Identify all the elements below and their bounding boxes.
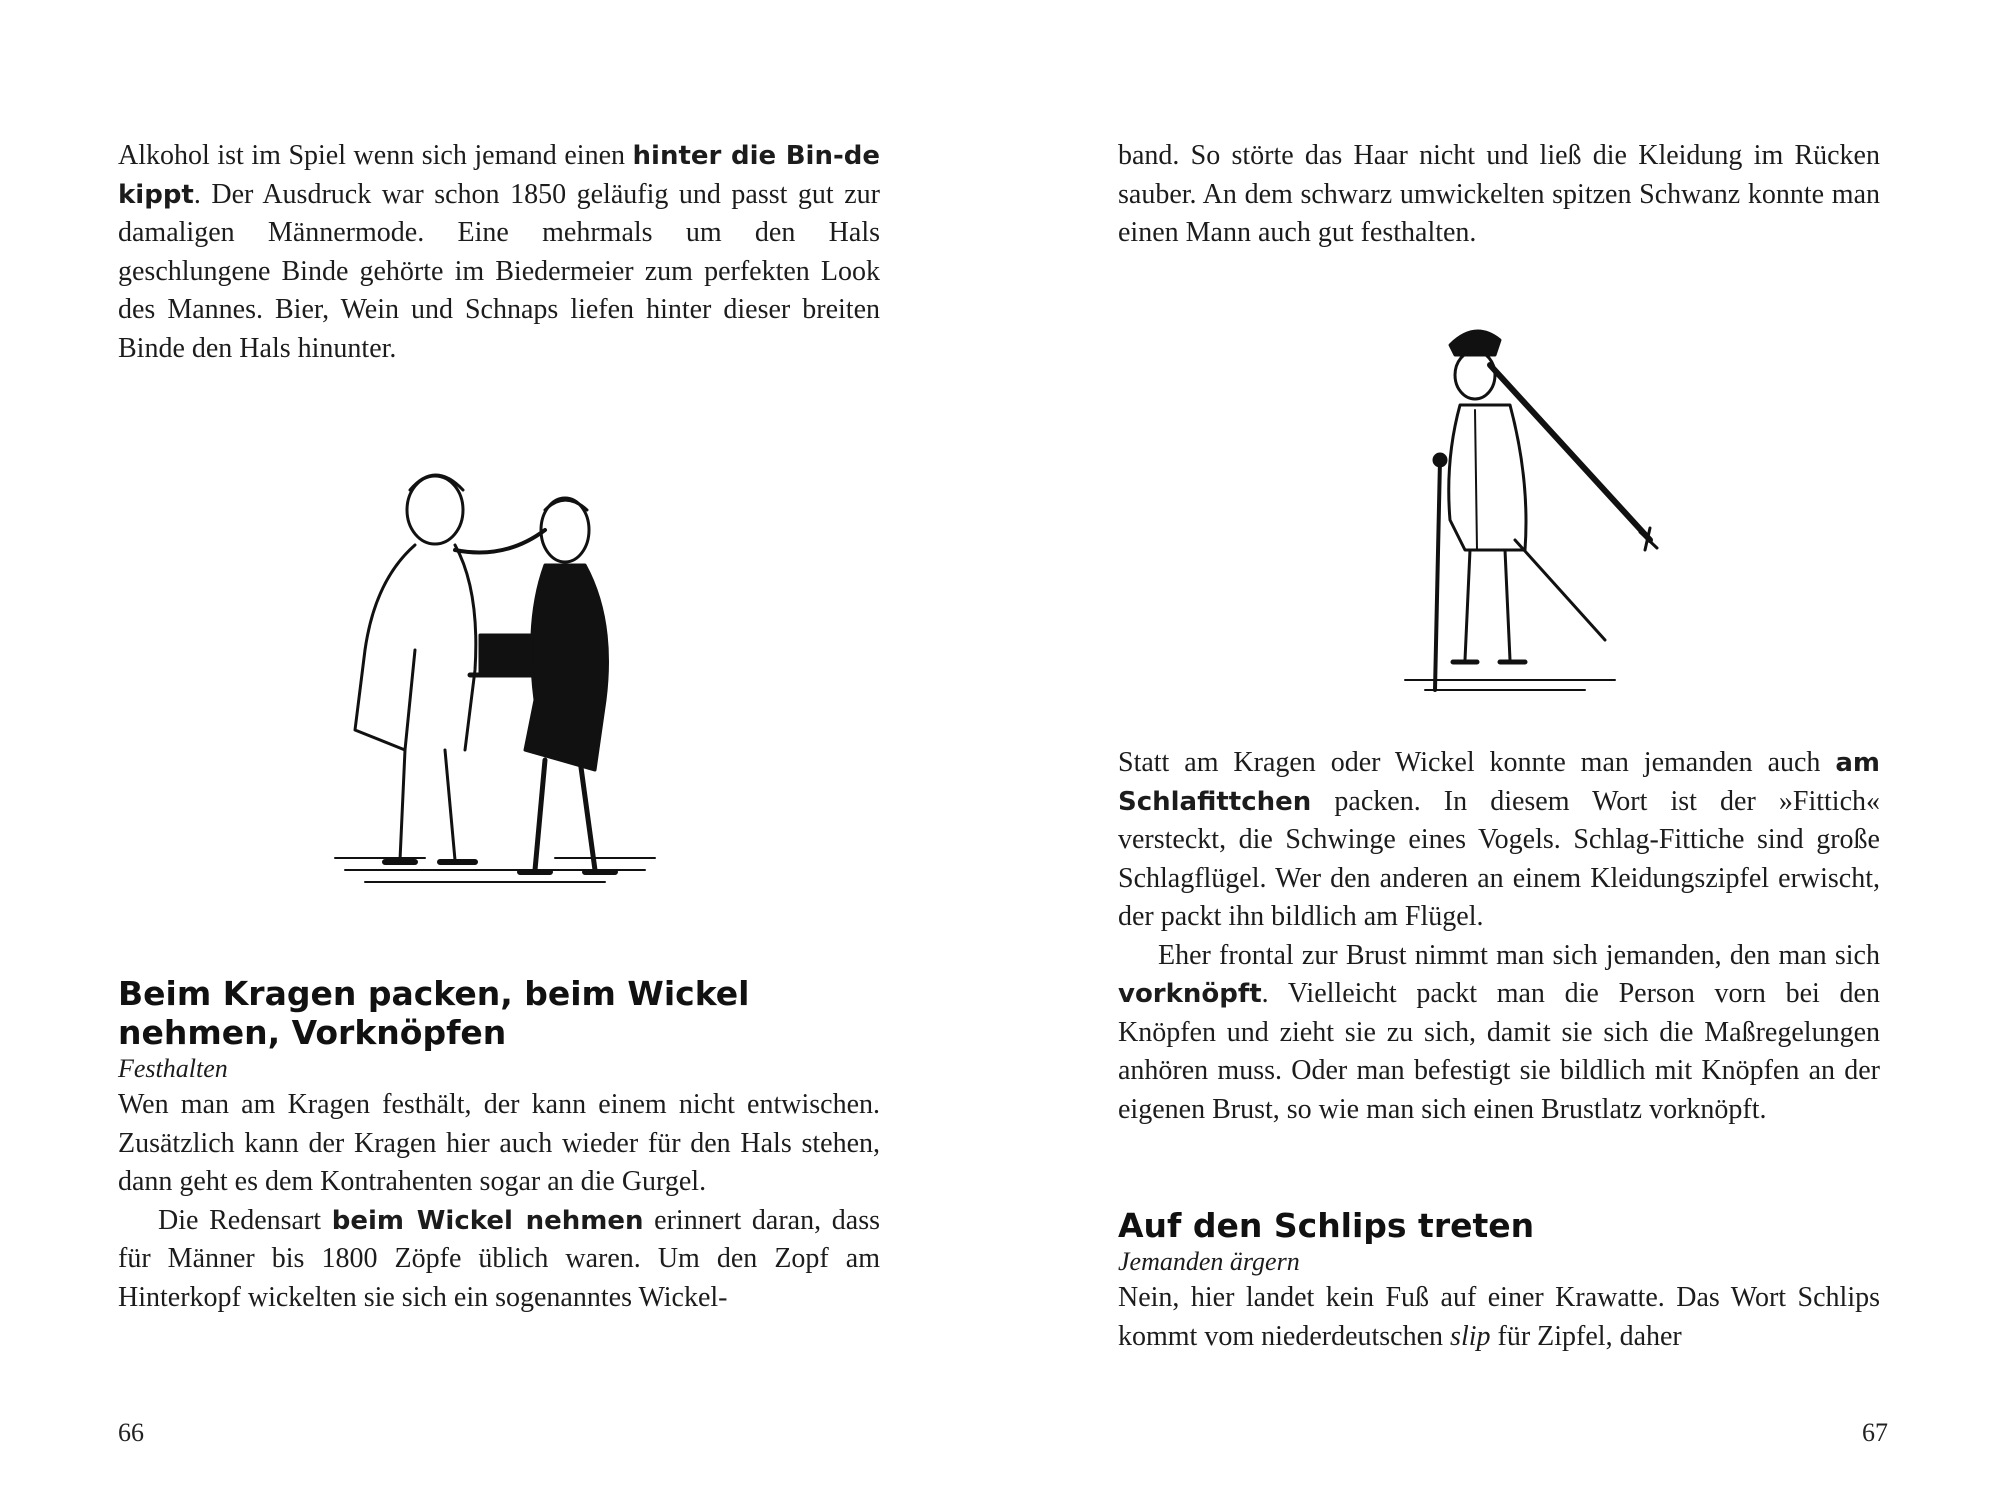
- section-subheading: Jemanden ärgern: [1118, 1247, 1300, 1276]
- bold-phrase: am Schlafittchen: [1118, 748, 1880, 817]
- left-section: [118, 974, 880, 1317]
- bold-phrase: vorknöpft: [1118, 979, 1262, 1009]
- text-run: Alkohol ist im Spiel wenn sich jemand einen: [118, 140, 633, 171]
- right-page: [1000, 0, 2000, 1508]
- bold-phrase: beim Wickel nehmen: [331, 1205, 644, 1236]
- page-number: 67: [1862, 1418, 1888, 1447]
- section-heading: Auf den Schlips treten: [1118, 1206, 1535, 1245]
- left-paragraph-2: Wen man am Kragen festhält, der kann einem nicht entwischen. Zusätzlich kann der Kragen hier auch wieder für den Hals stehen, dann geht es dem Kontrahenten sogar an die Gurgel.: [118, 1089, 880, 1197]
- text-run: packen. In diesem Wort ist der »Fittich« versteckt, die Schwinge eines Vogels. Schlag-Fittiche sind große Schlagflügel. Wer den anderen an einem Kleidungszipfel erwischt, der packt ihn bildlich am Flügel.: [1118, 785, 1880, 932]
- italic-word: slip: [1450, 1320, 1491, 1352]
- text-run: . Der Ausdruck war schon 1850 geläufig und passt gut zur damaligen Männermode. Eine mehrmals um den Hals geschlungene Binde gehörte im Biedermeier zum perfekten Look des Mannes. Bier, Wein und Schnaps liefen hinter dieser breiten Binde den Hals hinunter.: [118, 178, 880, 364]
- text-run: Eher frontal zur Brust nimmt man sich jemanden, den man sich: [1158, 939, 1880, 971]
- page-number: 66: [118, 1418, 144, 1447]
- text-run: für Zipfel, daher: [1490, 1320, 1682, 1352]
- right-section-2: [1118, 1206, 1880, 1356]
- right-paragraph-2: [1118, 744, 1880, 937]
- text-run: . Vielleicht packt man die Person vorn bei den Knöpfen und zieht sie zu sich, damit sie sich die Maßregelungen anhören muss. Oder man befestigt sie bildlich mit Knöpfen an der eigenen Brust, so wie man sich einen Brustlatz vorknöpft.: [1118, 978, 1880, 1125]
- text-run: Die Redensart: [158, 1204, 332, 1236]
- right-paragraph-4: [1118, 1279, 1880, 1356]
- left-paragraph-1: [118, 137, 880, 368]
- text-run: erinnert daran, dass für Männer bis 1800 Zöpfe üblich waren. Um den Zopf am Hinterkopf wickelten sie sich ein sogenanntes Wickel-: [118, 1204, 880, 1313]
- right-paragraph-1: [1118, 137, 1880, 253]
- section-heading: Beim Kragen packen, beim Wickel nehmen, Vorknöpfen: [118, 974, 750, 1052]
- two-gentlemen-illustration: [305, 450, 685, 910]
- right-section-1: [1118, 744, 1880, 1129]
- gentleman-with-pigtail-illustration: [1365, 310, 1665, 710]
- bold-phrase: hinter die Bin-de kippt: [118, 141, 880, 210]
- text-run: band. So störte das Haar nicht und ließ die Kleidung im Rücken sauber. An dem schwarz umwickelten spitzen Schwanz konnte man einen Mann auch gut festhalten.: [1118, 140, 1880, 248]
- text-run: Nein, hier landet kein Fuß auf einer Krawatte. Das Wort Schlips kommt vom niederdeutschen: [1118, 1282, 1880, 1352]
- right-paragraph-3: [1118, 937, 1880, 1130]
- text-run: Statt am Kragen oder Wickel konnte man jemanden auch: [1118, 747, 1836, 778]
- section-subheading: Festhalten: [118, 1054, 228, 1083]
- left-paragraph-3: [118, 1202, 880, 1318]
